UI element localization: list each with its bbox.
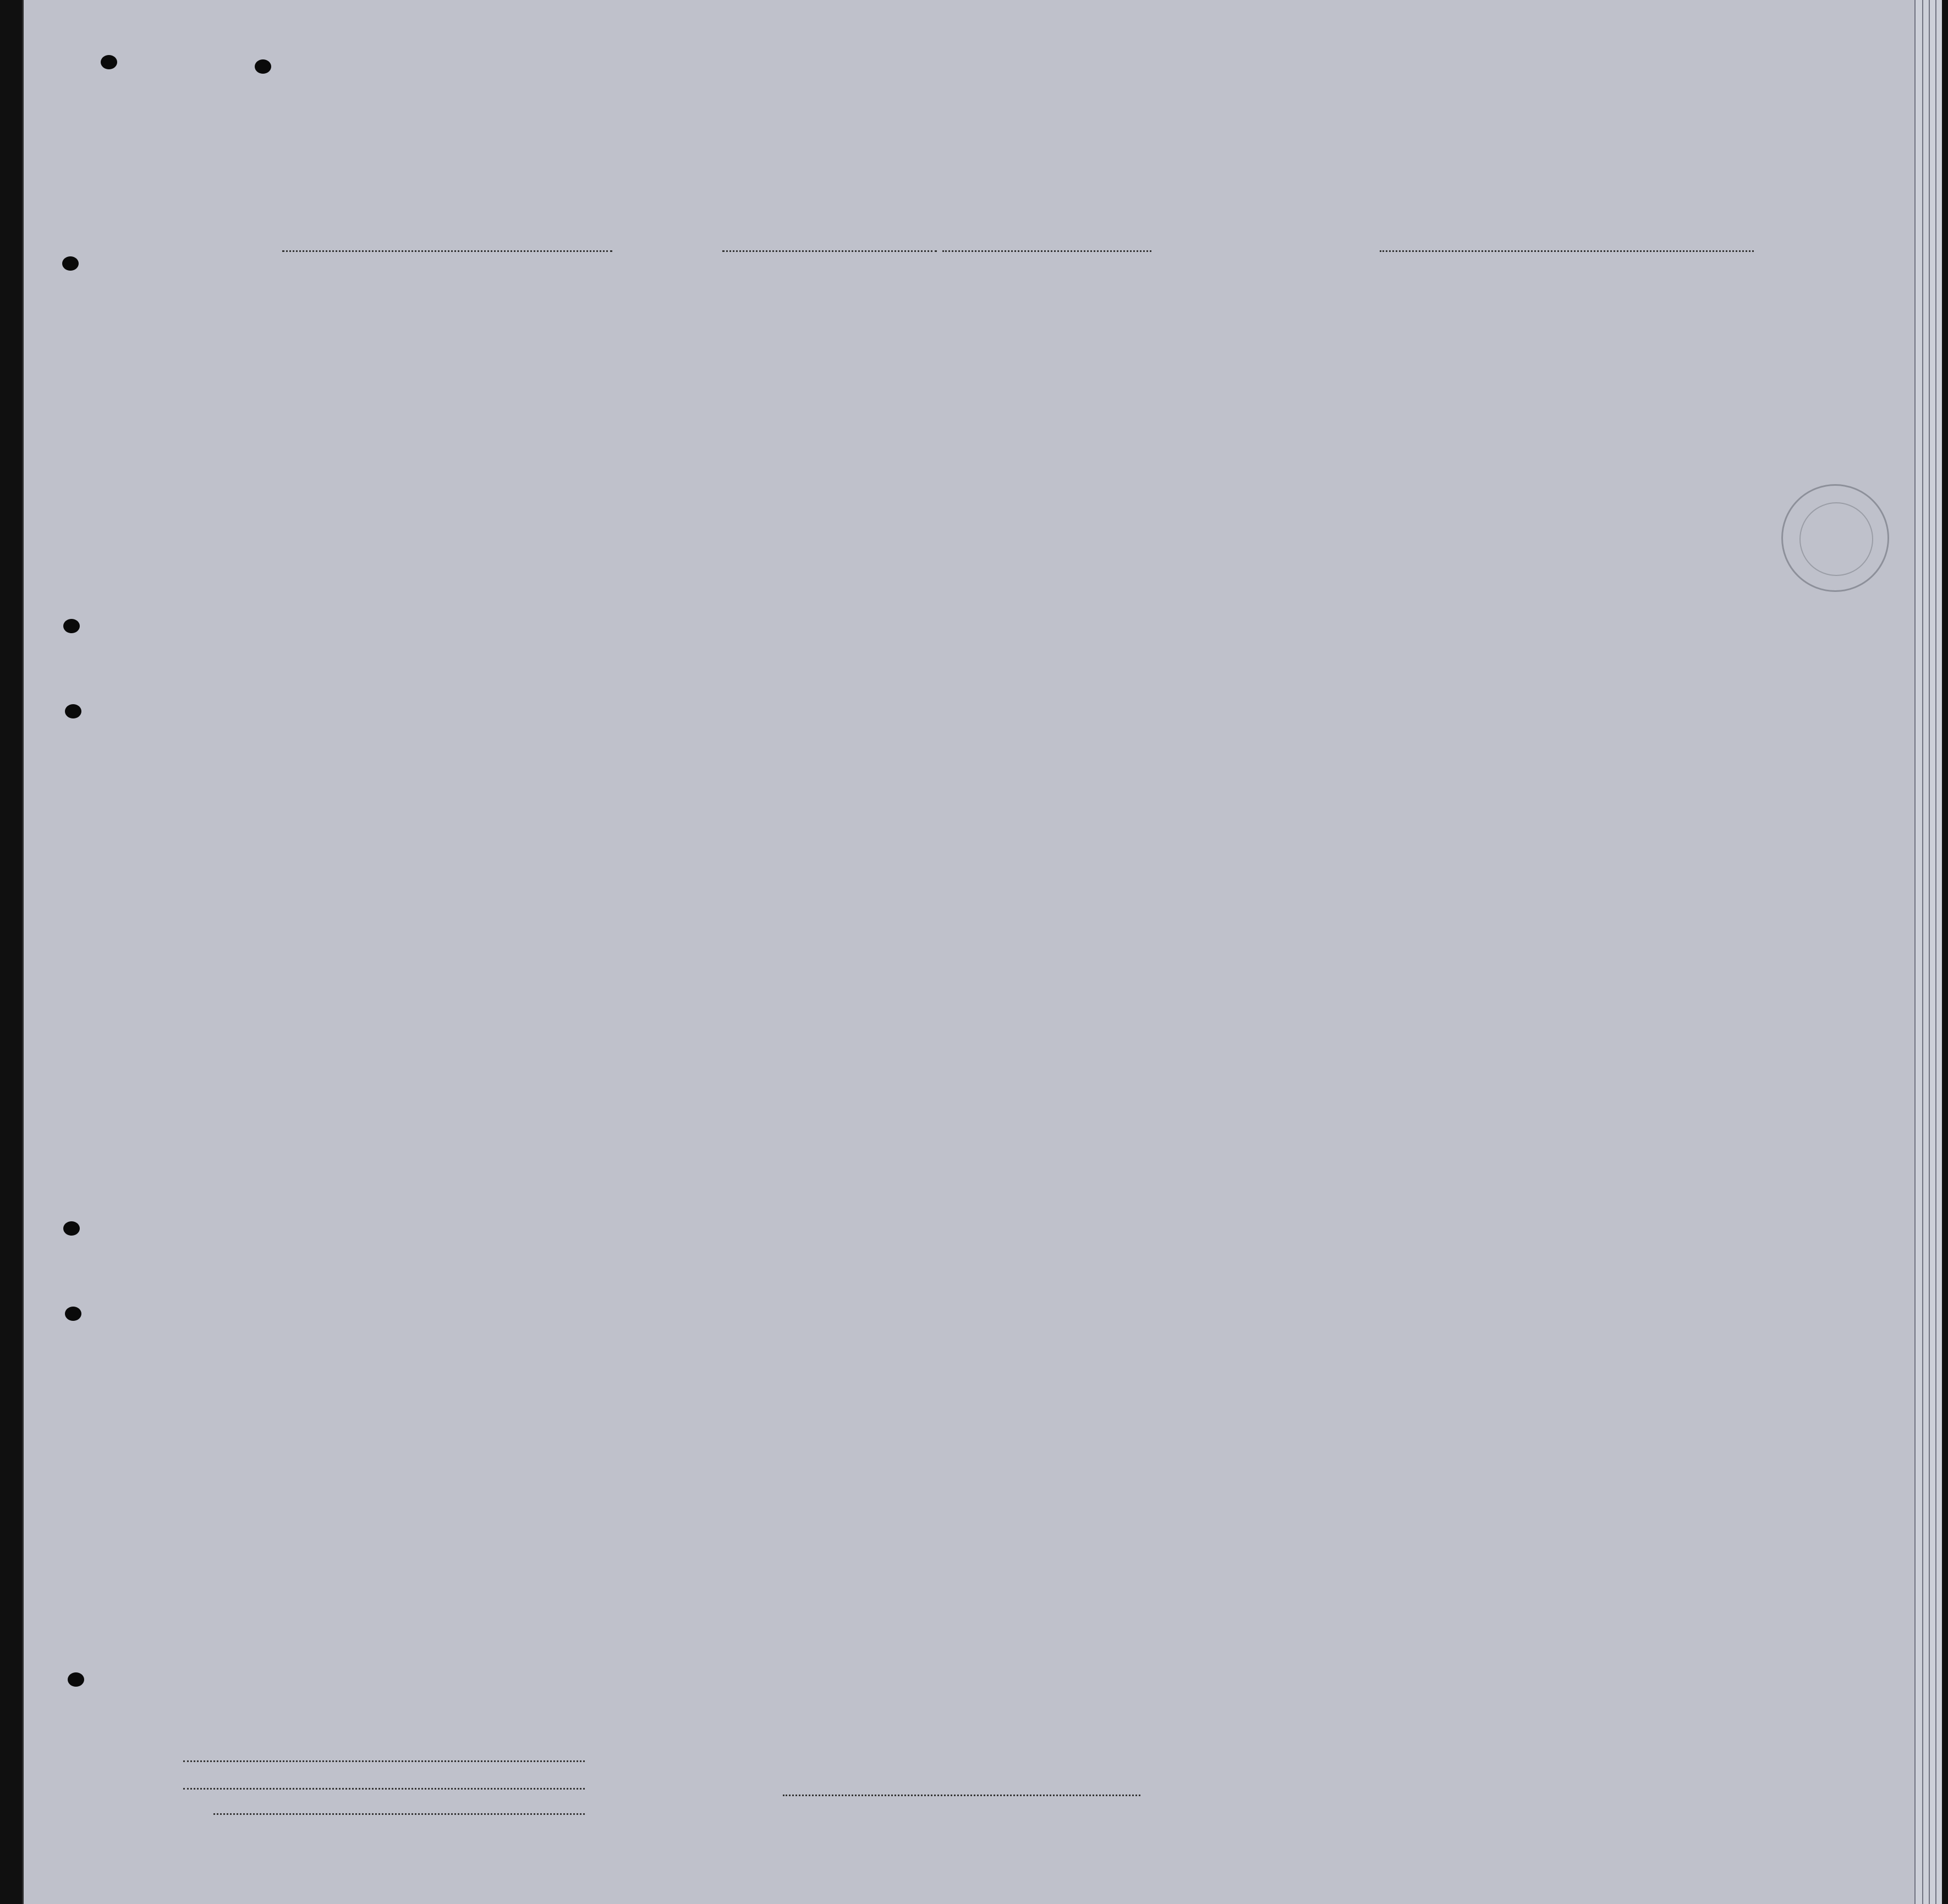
page-edge <box>1935 0 1942 1904</box>
consulate-seal <box>1781 484 1889 592</box>
manifest-sheet <box>22 0 1914 1904</box>
